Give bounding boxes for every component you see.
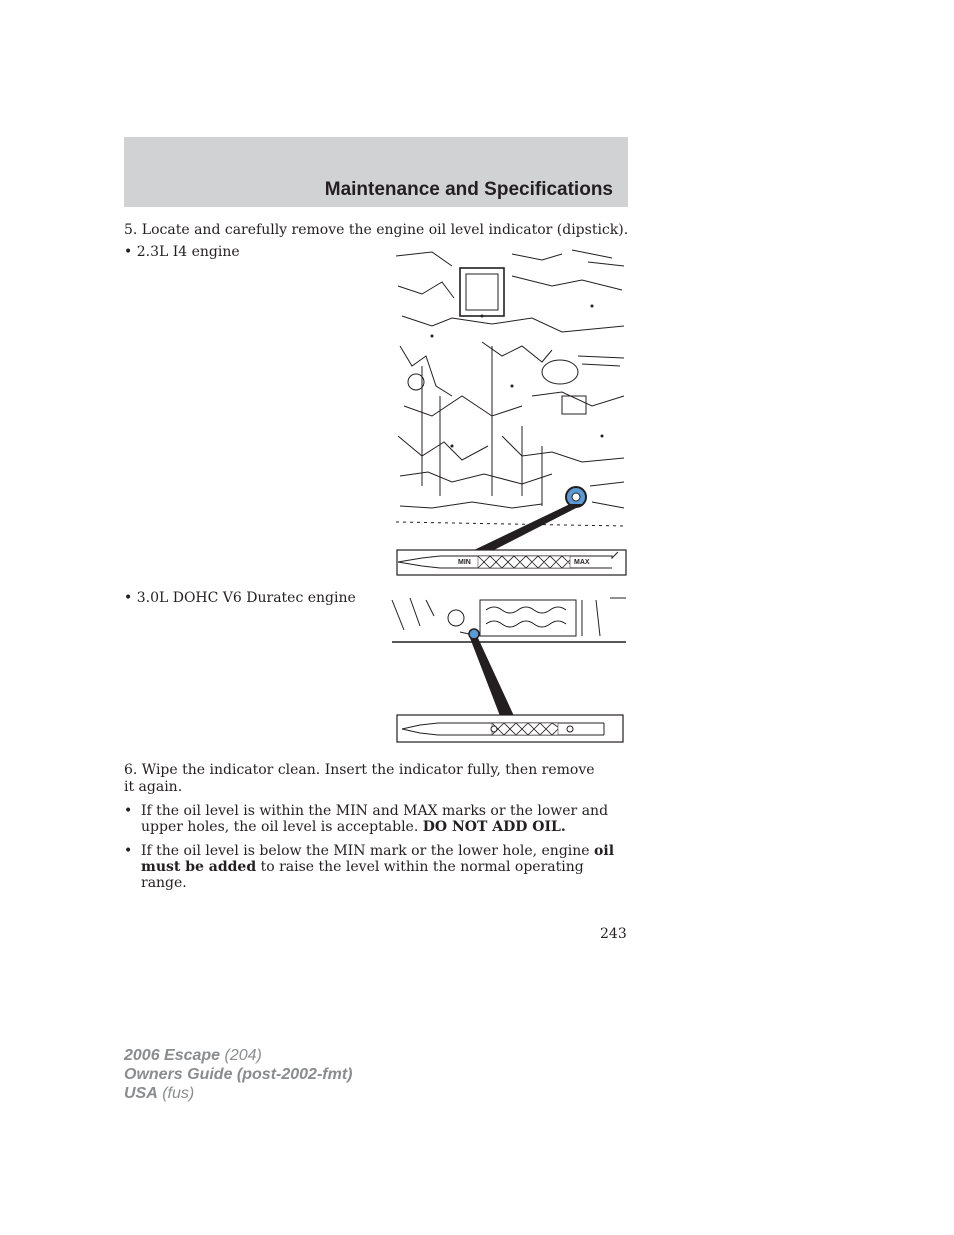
bullet-bold-text: oil must be added	[141, 843, 615, 875]
document-footer	[124, 1046, 352, 1103]
engine-1-name: 2.3L I4 engine	[136, 244, 240, 260]
dipstick-cap-icon	[469, 629, 479, 639]
engine-2-name: 3.0L DOHC V6 Duratec engine	[136, 590, 356, 606]
bullet: •	[124, 244, 133, 260]
bullet-low-level	[124, 843, 614, 891]
bullet-text-after: to raise the level within the normal operating range.	[141, 859, 584, 891]
footer-model: 2006 Escape	[124, 1047, 221, 1064]
bullet-text: If the oil level is below the MIN mark or the lower hole, engine	[141, 843, 595, 859]
bullet-acceptable-level	[124, 803, 614, 835]
footer-model-code: (204)	[220, 1047, 262, 1064]
engine-2-3l-illustration	[392, 246, 628, 578]
engine-3-0l-illustration	[390, 596, 628, 746]
footer-market: USA	[124, 1085, 158, 1102]
callout-pointer	[472, 504, 584, 551]
section-title: Maintenance and Specifications	[324, 179, 613, 200]
footer-market-code: (fus)	[157, 1085, 195, 1102]
min-mark: MIN	[458, 559, 471, 566]
footer-guide: Owners Guide (post-2002-fmt)	[124, 1066, 353, 1083]
air-filter-box	[460, 268, 504, 316]
section-header-band	[124, 137, 628, 207]
engine-2-label	[124, 590, 356, 607]
bullet-bold-text: DO NOT ADD OIL.	[422, 819, 566, 835]
step-6-text: 6. Wipe the indicator clean. Insert the indicator fully, then remove it again.	[124, 762, 595, 795]
lower-hole	[491, 726, 497, 732]
upper-hole	[567, 726, 573, 732]
step-5-text: 5. Locate and carefully remove the engine oil level indicator (dipstick).	[124, 222, 629, 238]
max-mark: MAX	[574, 559, 590, 566]
callout-pointer	[470, 638, 514, 716]
bullet: •	[124, 843, 133, 859]
page-number: 243	[600, 926, 627, 942]
bullet: •	[124, 590, 133, 606]
bullet-text: If the oil level is within the MIN and MAX marks or the lower and upper holes, the oil level is acceptable.	[141, 803, 609, 835]
engine-1-label	[124, 244, 240, 261]
bullet: •	[124, 803, 133, 819]
